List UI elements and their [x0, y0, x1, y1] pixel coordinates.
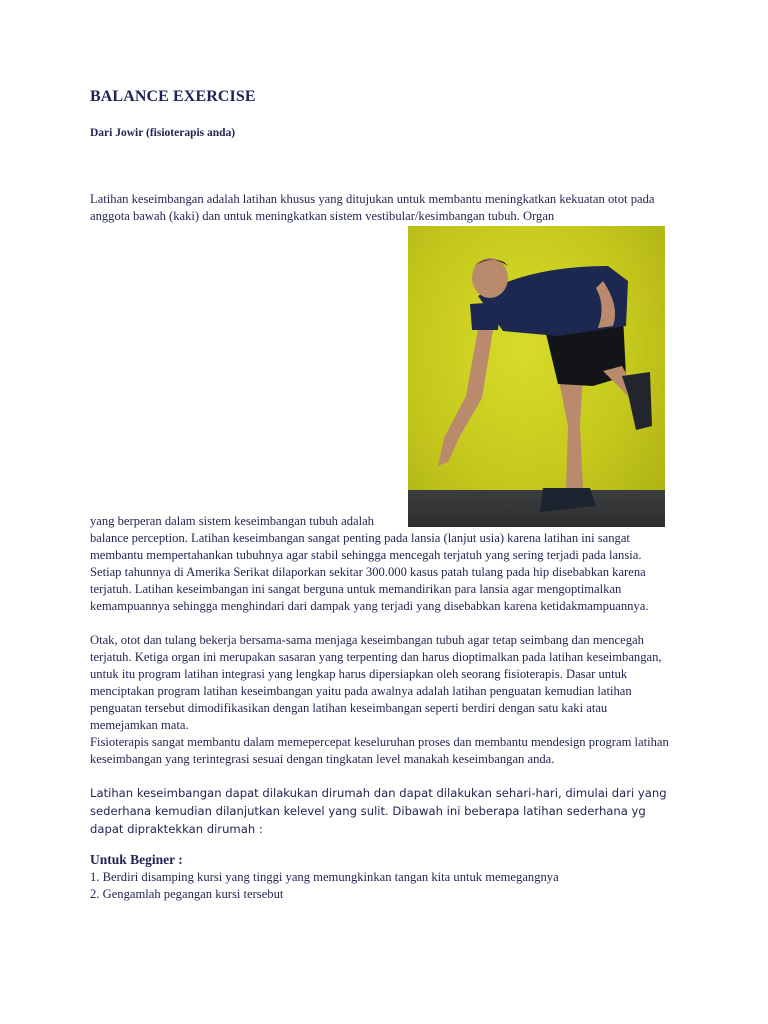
author-line: Dari Jowir (fisioterapis anda) [90, 127, 236, 139]
balance-exercise-photo [408, 226, 665, 527]
intro-paragraph: Latihan keseimbangan adalah latihan khusus yang ditujukan untuk membantu meningkatkan kekuatan otot pada anggota bawah (kaki) dan untuk meningkatkan sistem vestibular/kesimbangan tubuh. Organ [90, 192, 655, 223]
paragraph-4: Latihan keseimbangan dapat dilakukan dirumah dan dapat dilakukan sehari-hari, dimulai dari yang sederhana kemudian dilanjutkan kelevel yang sulit. Dibawah ini beberapa latihan sederhana yg dapat dipraktekkan dirumah : [90, 786, 667, 836]
document-title: BALANCE EXERCISE [90, 88, 256, 105]
paragraph-3: Fisioterapis sangat membantu dalam memepercepat keseluruhan proses dan membantu mendesign program latihan keseimbangan yang terintegrasi sesuai dengan tingkatan level manakah keseimbangan anda. [90, 735, 669, 766]
exerciser-illustration [408, 226, 665, 527]
lead-line: yang berperan dalam sistem keseimbangan tubuh adalah [90, 514, 374, 528]
paragraph-1: balance perception. Latihan keseimbangan sangat penting pada lansia (lanjut usia) karena latihan ini sangat membantu mempertahankan tubuhnya agar stabil sehingga mencegah terjatuh yang sering terjadi pada lansia. Setiap tahunnya di Amerika Serikat dilaporkan sekitar 300.000 kasus patah tulang pada hip disebabkan karena terjatuh. Latihan keseimbangan ini sangat berguna untuk memandirikan para lansia agar mengoptimalkan kemampuannya sehingga menghindari dari dampak yang terjadi yang disebabkan karena ketidakmampuannya. [90, 531, 649, 613]
step-2: 2. Gengamlah pegangan kursi tersebut [90, 887, 284, 901]
beginner-subheading: Untuk Beginer : [90, 852, 183, 867]
paragraph-2: Otak, otot dan tulang bekerja bersama-sama menjaga keseimbangan tubuh agar tetap seimbang dan mencegah terjatuh. Ketiga organ ini merupakan sasaran yang terpenting dan harus dioptimalkan pada latihan keseimbangan, untuk itu program latihan integrasi yang lengkap harus dipersiapkan oleh seorang fisioterapis. Dasar untuk menciptakan program latihan keseimbangan yaitu pada awalnya adalah latihan penguatan kemudian latihan penguatan tersebut dimodifikasikan dengan latihan keseimbangan seperti berdiri dengan satu kaki atau memejamkan mata. [90, 633, 662, 732]
step-1: 1. Berdiri disamping kursi yang tinggi yang memungkinkan tangan kita untuk memegangnya [90, 870, 559, 884]
